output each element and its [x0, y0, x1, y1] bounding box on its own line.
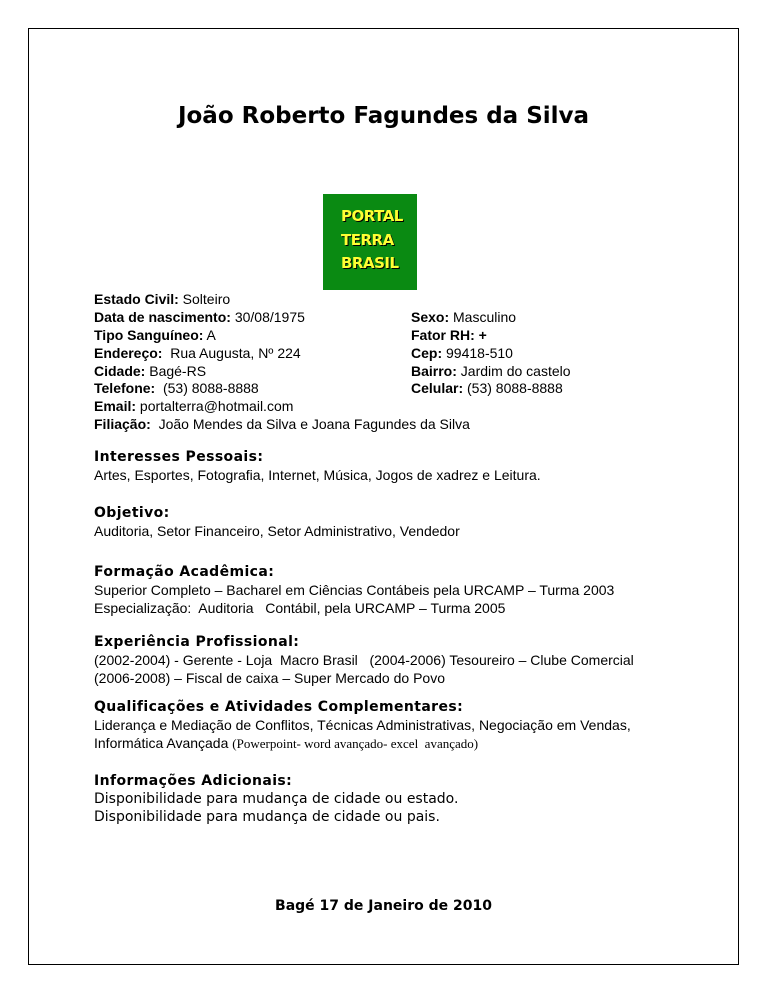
formacao-line-2: Especialização: Auditoria Contábil, pela URCAMP – Turma 2005	[94, 600, 506, 617]
logo-line-3: BRASIL	[341, 254, 399, 272]
cidade-value: Bagé-RS	[145, 362, 207, 379]
objetivo-heading: Objetivo:	[94, 505, 170, 522]
section-formacao	[94, 564, 694, 617]
objetivo-text: Auditoria, Setor Financeiro, Setor Administrativo, Vendedor	[94, 523, 460, 540]
resume-title: João Roberto Fagundes da Silva	[177, 103, 590, 129]
adicionais-heading: Informações Adicionais:	[94, 773, 293, 790]
bairro-field	[411, 363, 571, 381]
row-nascimento-sexo	[94, 309, 694, 327]
experiencia-heading: Experiência Profissional:	[94, 634, 300, 651]
adicionais-line-2: Disponibilidade para mudança de cidade ou pais.	[94, 809, 440, 826]
interesses-heading: Interesses Pessoais:	[94, 449, 264, 466]
estado-civil-value: Solteiro	[178, 291, 231, 307]
section-qualificacoes	[94, 699, 694, 753]
experiencia-line-2: (2006-2008) – Fiscal de caixa – Super Mercado do Povo	[94, 670, 445, 687]
email-label: Email:	[94, 398, 137, 415]
celular-field	[411, 380, 563, 398]
qualificacoes-line-2b: (Powerpoint- word avançado- excel avançado)	[232, 736, 479, 752]
telefone-label: Telefone:	[94, 380, 156, 397]
endereco-value: Rua Augusta, Nº 224	[162, 344, 301, 361]
fator-rh-value: +	[474, 326, 487, 343]
qualificacoes-heading: Qualificações e Atividades Complementares:	[94, 699, 464, 716]
row-estado-civil	[94, 291, 694, 309]
section-interesses	[94, 449, 694, 484]
row-email	[94, 398, 694, 416]
portal-terra-brasil-logo	[323, 194, 417, 290]
row-telefone-celular	[94, 380, 694, 398]
tipo-sanguineo-value: A	[203, 326, 216, 343]
logo-line-1: PORTAL	[341, 207, 403, 225]
formacao-line-1: Superior Completo – Bacharel em Ciências Contábeis pela URCAMP – Turma 2003	[94, 582, 615, 599]
filiacao-label: Filiação:	[94, 416, 151, 433]
row-cidade-bairro	[94, 363, 694, 381]
filiacao-value: João Mendes da Silva e Joana Fagundes da Silva	[150, 416, 470, 433]
logo-line-2: TERRA	[341, 230, 394, 249]
nascimento-label: Data de nascimento:	[94, 308, 231, 325]
sexo-label: Sexo:	[411, 308, 450, 325]
formacao-heading: Formação Acadêmica:	[94, 564, 275, 581]
personal-info	[94, 291, 694, 434]
sexo-value: Masculino	[449, 308, 517, 325]
endereco-label: Endereço:	[94, 344, 163, 361]
qualificacoes-line-1: Liderança e Mediação de Conflitos, Técnicas Administrativas, Negociação em Vendas,	[94, 717, 631, 734]
adicionais-line-1: Disponibilidade para mudança de cidade ou estado.	[94, 791, 459, 808]
experiencia-line-1: (2002-2004) - Gerente - Loja Macro Brasil (2004-2006) Tesoureiro – Clube Comercial	[94, 652, 634, 669]
row-endereco-cep	[94, 345, 694, 363]
section-experiencia	[94, 634, 694, 687]
fator-rh-field	[411, 327, 487, 345]
tipo-sanguineo-label: Tipo Sanguíneo:	[94, 326, 204, 343]
resume-page	[28, 28, 739, 965]
cep-field	[411, 345, 513, 363]
telefone-value: (53) 8088-8888	[155, 380, 259, 397]
interesses-text: Artes, Esportes, Fotografia, Internet, Música, Jogos de xadrez e Leitura.	[94, 467, 541, 484]
signature-date: Bagé 17 de Janeiro de 2010	[275, 898, 492, 914]
email-value: portalterra@hotmail.com	[136, 398, 294, 415]
nascimento-value: 30/08/1975	[230, 308, 305, 325]
cep-value: 99418-510	[442, 344, 513, 361]
row-filiacao	[94, 416, 694, 434]
celular-value: (53) 8088-8888	[463, 380, 563, 397]
qualificacoes-line-2	[94, 734, 694, 753]
row-sangue-rh	[94, 327, 694, 345]
fator-rh-label: Fator RH:	[411, 326, 475, 343]
bairro-value: Jardim do castelo	[456, 362, 571, 379]
celular-label: Celular:	[411, 380, 464, 397]
estado-civil-label: Estado Civil:	[94, 291, 179, 307]
qualificacoes-line-2a: Informática Avançada	[94, 735, 233, 752]
section-adicionais	[94, 773, 694, 826]
section-objetivo	[94, 505, 694, 540]
cep-label: Cep:	[411, 344, 443, 361]
cidade-label: Cidade:	[94, 362, 146, 379]
sexo-field	[411, 309, 516, 327]
resume-content	[94, 291, 694, 826]
bairro-label: Bairro:	[411, 362, 457, 379]
